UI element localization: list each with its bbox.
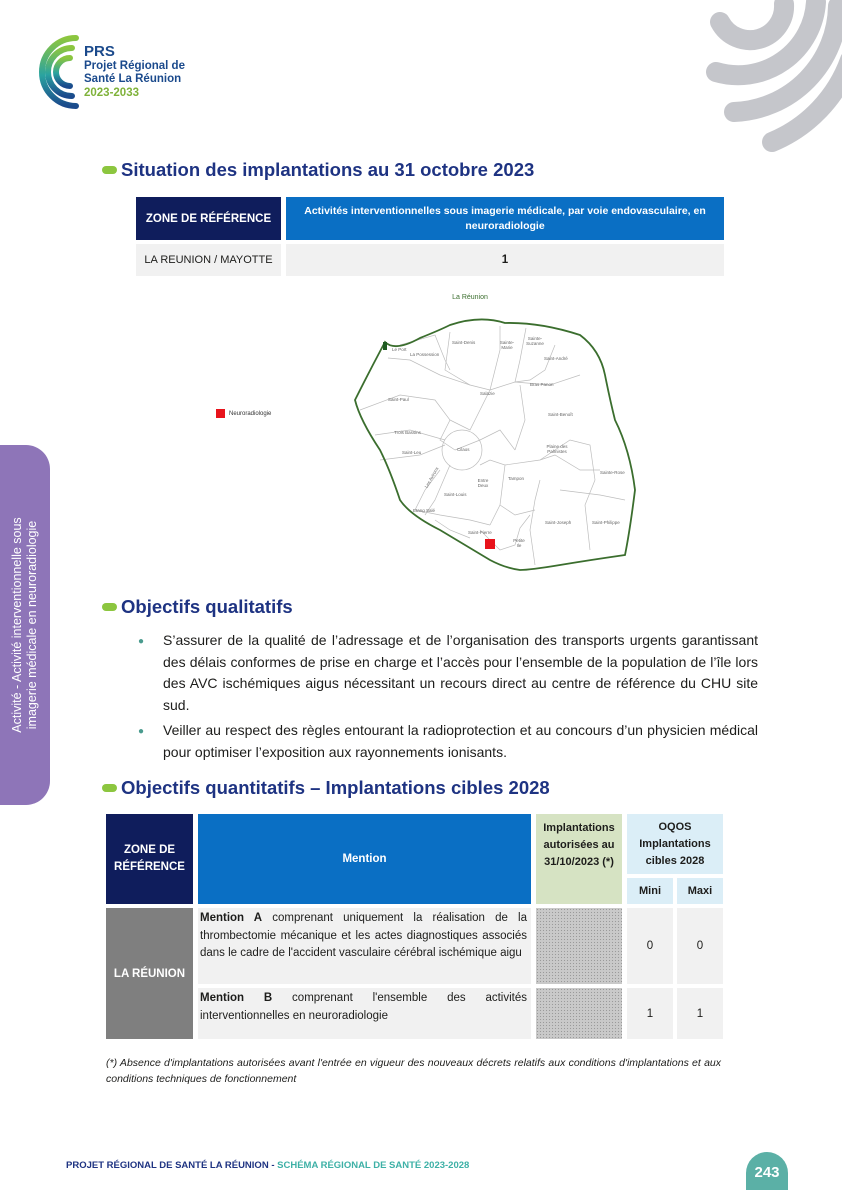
section-title-text: Situation des implantations au 31 octobre 2023 <box>121 159 535 180</box>
footer <box>66 1160 469 1171</box>
legend-swatch-neuroradiologie <box>216 409 225 418</box>
footnote: (*) Absence d'implantations autorisées avant l'entrée en vigueur des nouveaux décrets relatifs aux conditions d'implantations et aux conditions techniques de fonctionnement <box>106 1057 721 1085</box>
map-label: Trois Bassins <box>394 430 421 435</box>
map-label: Saint-Paul <box>388 397 409 402</box>
header-maxi: Maxi <box>677 878 723 904</box>
cell-mini-b: 1 <box>627 988 673 1039</box>
legend-label: Neuroradiologie <box>229 410 272 417</box>
map-label: Tampon <box>508 476 525 481</box>
map-label: Sainte-Rose <box>600 470 625 475</box>
cell-maxi-b: 1 <box>677 988 723 1039</box>
cell-zone: LA RÉUNION <box>106 908 193 1039</box>
table-row <box>136 244 724 276</box>
map-label: Le Port <box>392 347 407 352</box>
side-tab <box>0 445 50 805</box>
mention-a-text: comprenant uniquement la réalisation de la thrombectomie mécanique et les actes diagnostiques associés dans le cadre de l'accident vasculaire cérébral ischémique aigu <box>200 912 527 959</box>
header-zone: ZONE DE RÉFÉRENCE <box>106 814 193 904</box>
map-label: Saint-André <box>544 356 568 361</box>
map-legend <box>216 409 271 418</box>
mention-b-label: Mention B <box>200 992 273 1004</box>
mention-a-label: Mention A <box>200 912 263 924</box>
page-number: 243 <box>746 1152 788 1190</box>
map-label: Petite Ile <box>513 538 525 548</box>
map-label: Saint-Joseph <box>545 520 572 525</box>
header-mention: Mention <box>198 814 531 904</box>
section-title-text: Objectifs qualitatifs <box>121 596 293 617</box>
reunion-map <box>340 290 640 580</box>
map-label: Plaine des Palmistes <box>546 444 568 454</box>
map-label: Saint-Leu <box>402 450 422 455</box>
mention-b-text: comprenant l'ensemble des activités interventionnelles en neuroradiologie <box>200 992 527 1022</box>
list-item-text: S’assurer de la qualité de l’adressage et de l’organisation des transports urgents garantissant des délais conformes de prise en charge et l’accès pour l’ensemble de la population de l’île lors des AVC ischémiques aigus nécessitant un recours direct au centre de référence du CHU site sud. <box>163 632 758 713</box>
cell-value: 1 <box>286 244 724 276</box>
map-label: Les Avirons <box>423 466 440 489</box>
side-tab-label <box>10 455 40 795</box>
list-item-text: Veiller au respect des règles entourant la radioprotection et au concours d’un physicien médical pour optimiser l’exposition aux rayonnements ionisants. <box>163 722 758 760</box>
map-label: Saint-Louis <box>444 492 467 497</box>
prs-logo-arcs-icon <box>24 30 84 110</box>
bullet-dot-icon: ● <box>138 636 145 647</box>
map-label: Sainte-Marie <box>499 340 515 350</box>
header-implantations-fill <box>536 876 622 904</box>
bullet-dot-icon: ● <box>138 726 145 737</box>
cell-zone: LA REUNION / MAYOTTE <box>136 244 281 276</box>
list-item <box>138 630 758 716</box>
qualitative-objectives-list <box>138 630 758 767</box>
bullet-pill-icon <box>102 166 117 174</box>
cell-maxi-a: 0 <box>677 908 723 984</box>
logo-line-2: Santé La Réunion <box>84 73 182 85</box>
section-title-text: Objectifs quantitatifs – Implantations cibles 2028 <box>121 777 550 798</box>
list-item <box>138 720 758 763</box>
map-label: Saint-Philippe <box>592 520 620 525</box>
map-label: Saint-Denis <box>452 340 476 345</box>
map-label: Saint-Benoît <box>548 412 573 417</box>
section-title-qualitatifs <box>102 596 293 618</box>
logo-acronym: PRS <box>84 43 115 60</box>
header-implantations: Implantations autorisées au 31/10/2023 (*) <box>536 814 622 876</box>
map-label: Cilaos <box>457 447 470 452</box>
prs-logo <box>24 30 204 110</box>
map-label: La Possession <box>410 352 440 357</box>
logo-line-1: Projet Régional de <box>84 60 185 72</box>
map-label: Saint-Pierre <box>468 530 492 535</box>
footer-schema: SCHÉMA RÉGIONAL DE SANTÉ 2023-2028 <box>277 1160 470 1171</box>
header-oqos: OQOS Implantations cibles 2028 <box>627 814 723 874</box>
le-port-marker <box>383 342 387 350</box>
situation-table <box>136 197 724 276</box>
logo-years: 2023-2033 <box>84 87 139 99</box>
header-mini: Mini <box>627 878 673 904</box>
footer-project: PROJET RÉGIONAL DE SANTÉ LA RÉUNION - <box>66 1160 278 1171</box>
map-label: Sainte-Suzanne <box>526 336 544 346</box>
section-title-situation <box>102 159 534 181</box>
map-label: Bras Panon <box>530 382 554 387</box>
map-title: La Réunion <box>452 294 488 301</box>
map-label: Entre Deux <box>477 478 489 488</box>
bullet-pill-icon <box>102 784 117 792</box>
side-tab-line-2: imagerie médicale en neuroradiologie <box>25 520 39 730</box>
cell-implantations-hatched <box>536 988 622 1039</box>
header-activities: Activités interventionnelles sous imagerie médicale, par voie endovasculaire, en neuroradiologie <box>286 197 724 240</box>
cell-mention-a <box>198 908 531 984</box>
section-title-quantitatifs <box>102 777 550 799</box>
bullet-pill-icon <box>102 603 117 611</box>
decorative-arcs-icon <box>680 0 842 160</box>
map-label: Salazie <box>480 391 495 396</box>
side-tab-line-1: Activité - Activité interventionnelle sous <box>10 517 24 733</box>
map-label: Etang Salé <box>413 508 436 513</box>
header-zone: ZONE DE RÉFÉRENCE <box>136 197 281 240</box>
cell-implantations-hatched <box>536 908 622 984</box>
neuroradiologie-site-marker <box>485 539 495 549</box>
cell-mention-b <box>198 988 531 1039</box>
cell-mini-a: 0 <box>627 908 673 984</box>
map-outline <box>340 290 640 580</box>
